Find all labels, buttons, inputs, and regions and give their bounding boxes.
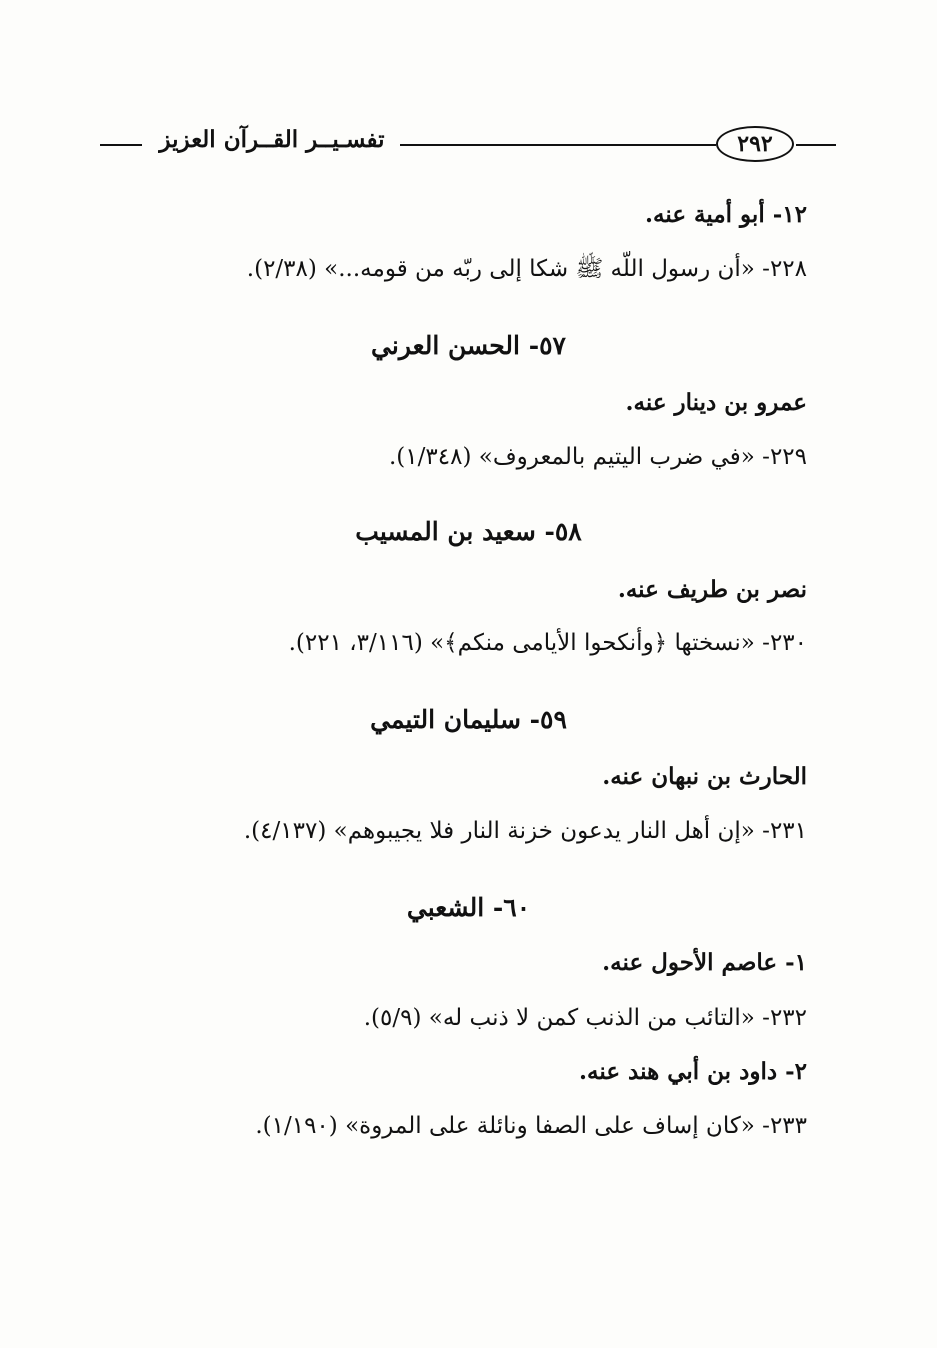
header-rule-middle [400,144,716,146]
narrator-line: نصر بن طريف عنه. [617,576,807,603]
narrator-line: ١٢- أبو أمية عنه. [645,201,807,228]
hadith-entry: ٢٣٣- «كان إساف على الصفا ونائلة على المروة» (١/١٩٠). [255,1113,807,1139]
hadith-entry: ٢٢٩- «في ضرب اليتيم بالمعروف» (١/٣٤٨). [389,444,807,470]
header-rule-right [796,144,836,146]
section-heading: ٦٠- الشعبي [406,893,531,922]
header-rule-left-short [100,144,142,146]
narrator-line: ٢- داود بن أبي هند عنه. [579,1058,807,1085]
running-header [100,120,840,170]
narrator-line: عمرو بن دينار عنه. [625,389,807,416]
hadith-entry: ٢٣٠- «نسختها ﴿وأنكحوا الأيامى منكم﴾» (٣/١١٦، ٢٢١). [288,630,807,656]
narrator-line: ١- عاصم الأحول عنه. [602,949,807,976]
hadith-entry: ٢٣١- «إن أهل النار يدعون خزنة النار فلا يجيبوهم» (٤/١٣٧). [243,818,807,844]
narrator-line: الحارث بن نبهان عنه. [602,763,807,790]
section-heading: ٥٩- سليمان التيمي [370,705,567,734]
hadith-entry: ٢٢٨- «أن رسول اللّه ﷺ شكا إلى ربّه من قومه...» (٢/٣٨). [246,256,807,282]
section-heading: ٥٨- سعيد بن المسيب [355,517,582,546]
page-number: ٢٩٢ [716,126,794,162]
hadith-entry: ٢٣٢- «التائب من الذنب كمن لا ذنب له» (٥/٩). [363,1005,807,1031]
running-title: تفسـيــر القــرآن العزيز [159,126,385,153]
section-heading: ٥٧- الحسن العرني [371,331,566,360]
